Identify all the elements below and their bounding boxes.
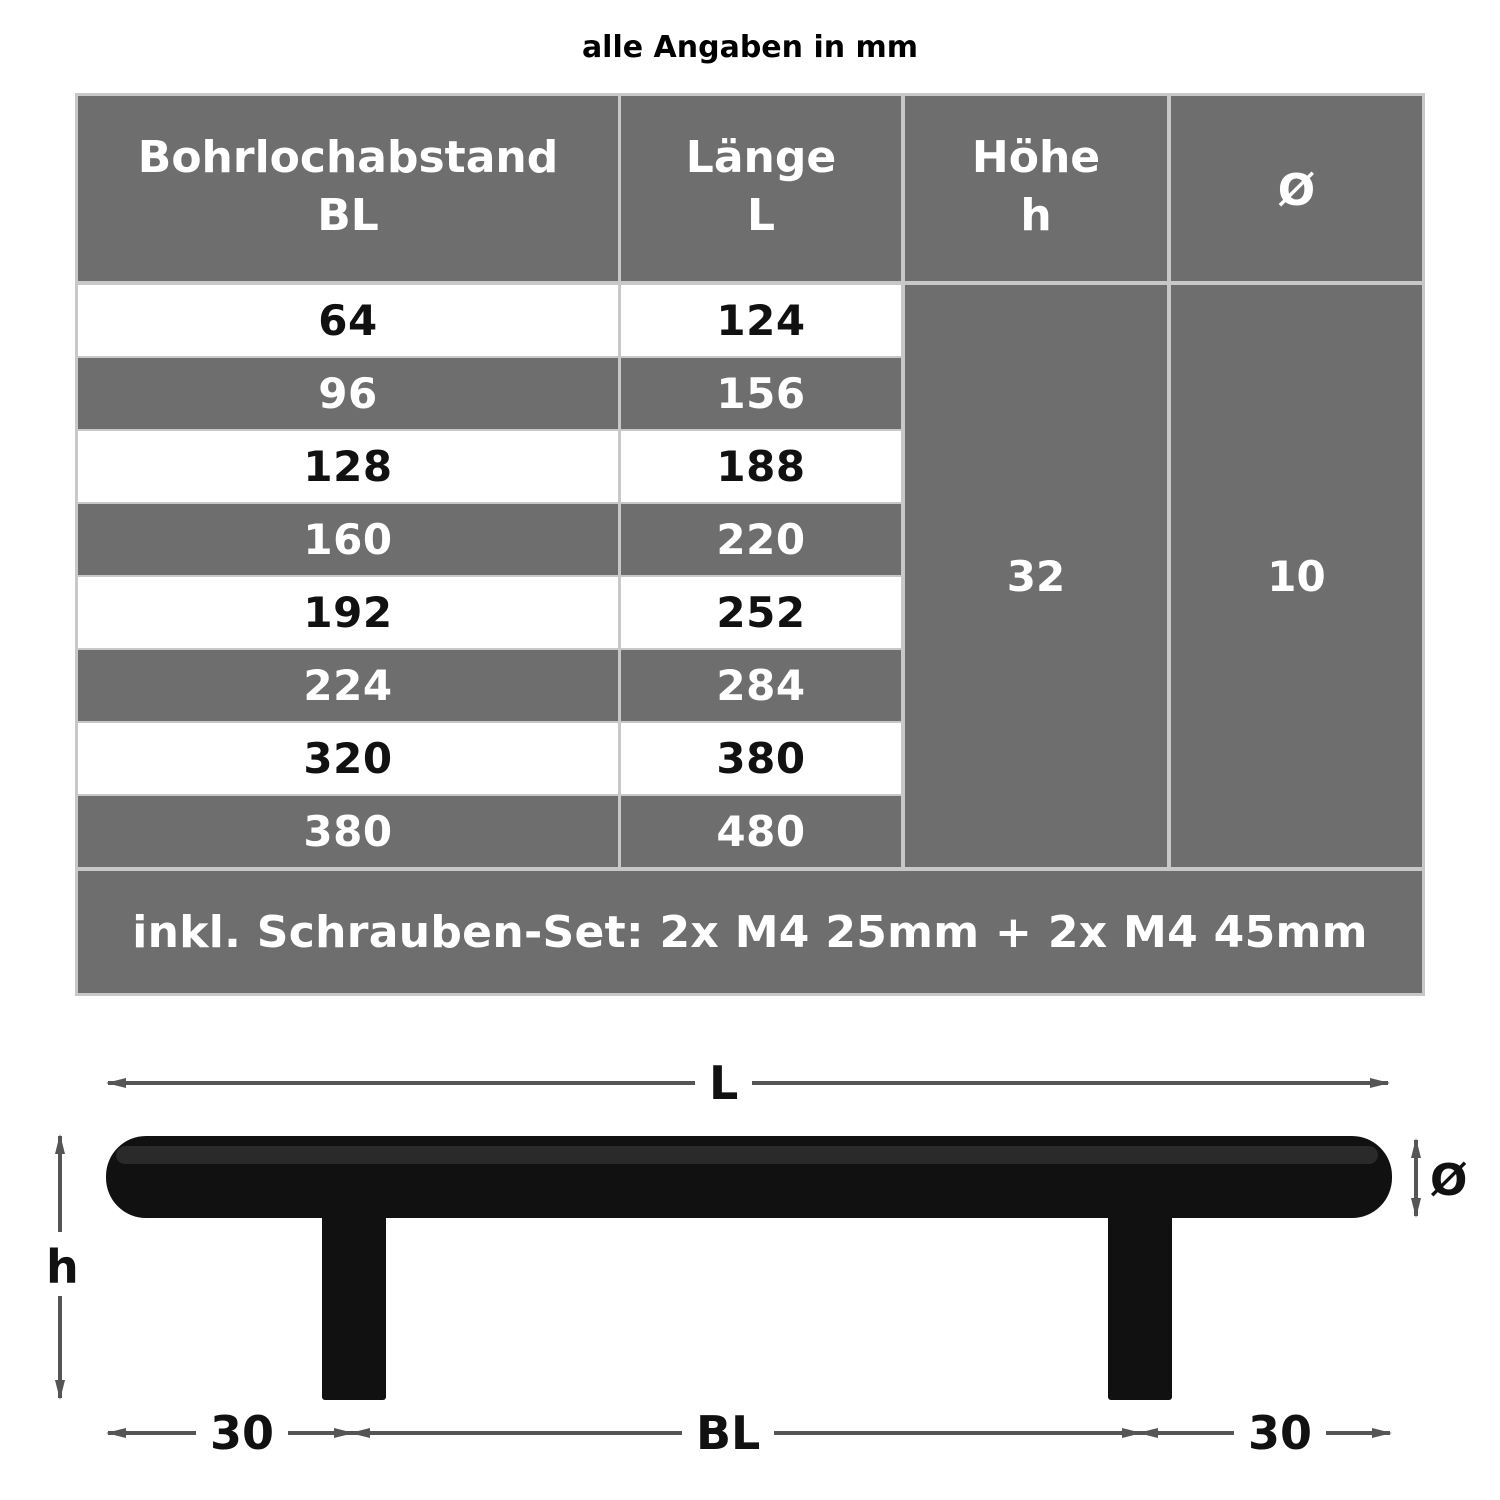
diameter-value: 10 xyxy=(1267,551,1326,601)
table-cell-l: 156 xyxy=(621,358,901,429)
header-l-symbol: L xyxy=(746,189,776,241)
table-cell-bl: 192 xyxy=(78,577,618,648)
length-label: L xyxy=(695,1060,752,1106)
handle-legs xyxy=(322,1200,386,1400)
table-cell-bl: 64 xyxy=(78,285,618,356)
hole-distance-label: BL xyxy=(682,1410,774,1456)
table-cell-bl: 224 xyxy=(78,650,618,721)
screw-set-text: inkl. Schrauben-Set: 2x M4 25mm + 2x M4 45mm xyxy=(132,906,1368,958)
header-h-symbol: h xyxy=(1020,189,1052,241)
table-cell-l: 124 xyxy=(621,285,901,356)
offset-right-label: 30 xyxy=(1234,1410,1326,1456)
header-l-title: Länge xyxy=(685,131,837,183)
table-cell-l: 380 xyxy=(621,723,901,794)
table-cell-bl: 96 xyxy=(78,358,618,429)
units-note: alle Angaben in mm xyxy=(581,30,919,65)
handle-bar-highlight xyxy=(116,1146,1378,1164)
table-cell-bl: 160 xyxy=(78,504,618,575)
handle-shape xyxy=(106,1136,1392,1400)
table-cell-bl: 128 xyxy=(78,431,618,502)
header-diameter-symbol: Ø xyxy=(1277,164,1316,216)
header-h-title: Höhe xyxy=(971,131,1101,183)
table-cell-l: 284 xyxy=(621,650,901,721)
height-value: 32 xyxy=(1006,551,1066,601)
table-cell-l: 220 xyxy=(621,504,901,575)
table-cell-l: 188 xyxy=(621,431,901,502)
header-bl-symbol: BL xyxy=(317,189,379,241)
offset-left-label: 30 xyxy=(196,1410,288,1456)
height-label: h xyxy=(38,1244,87,1290)
table-cell-bl: 380 xyxy=(78,796,618,867)
header-bl-title: Bohrlochabstand xyxy=(137,131,559,183)
diameter-label: Ø xyxy=(1430,1155,1468,1206)
handle-legs xyxy=(1108,1200,1172,1400)
table-cell-bl: 320 xyxy=(78,723,618,794)
table-cell-l: 480 xyxy=(621,796,901,867)
table-cell-l: 252 xyxy=(621,577,901,648)
